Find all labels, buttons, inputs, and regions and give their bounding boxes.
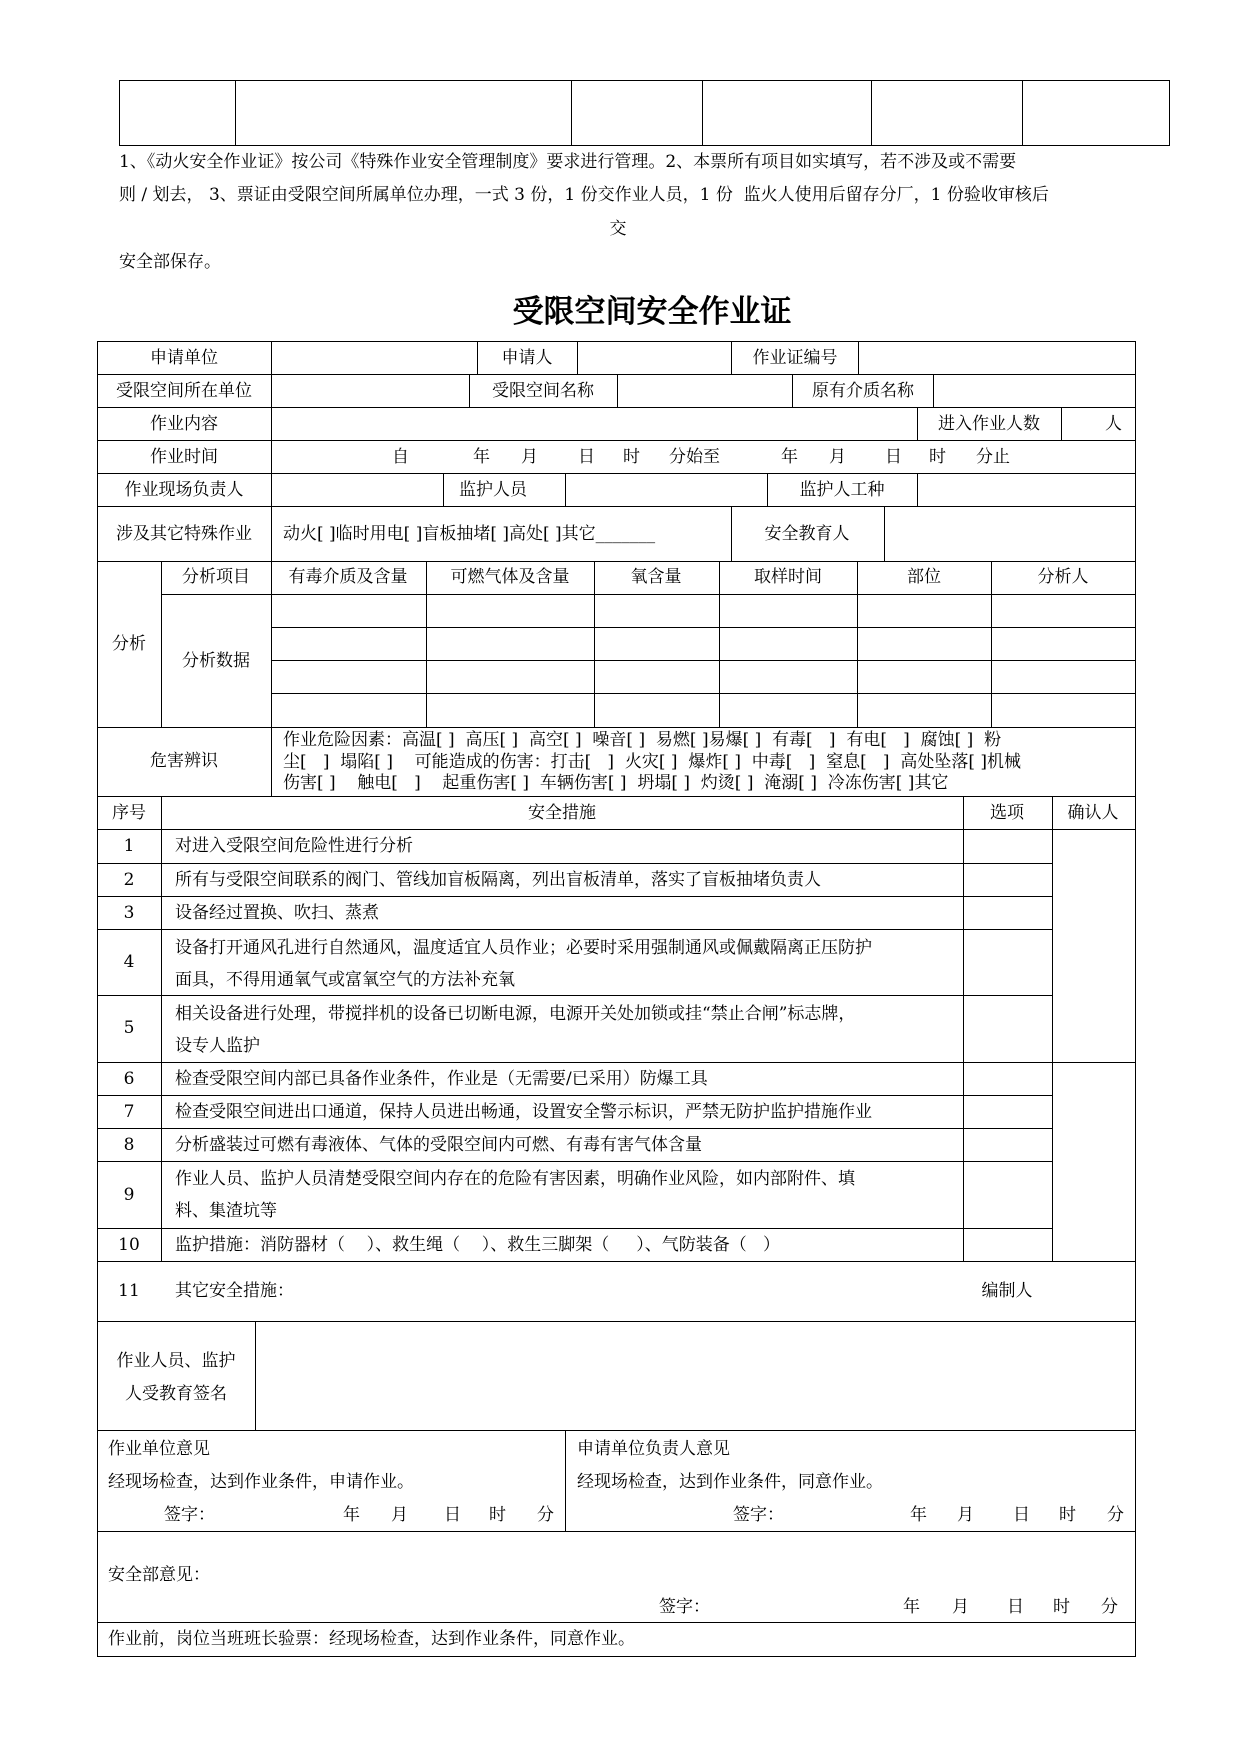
col-line xyxy=(161,796,162,1261)
row-line xyxy=(97,1128,1052,1129)
note-line-3: 交 xyxy=(609,219,627,239)
row-line xyxy=(97,1095,1052,1096)
col-line xyxy=(792,374,793,407)
space-name-field[interactable] xyxy=(618,375,791,406)
row-line xyxy=(97,1261,1136,1262)
label-special-ops: 涉及其它特殊作业 xyxy=(116,524,252,544)
row-line xyxy=(97,440,1136,441)
analysis-col-analyst: 分析人 xyxy=(1037,567,1089,587)
measure-text-cont: 料、集渣坑等 xyxy=(175,1201,277,1221)
label-applicant-leader-opinion: 申请单位负责人意见 xyxy=(577,1439,730,1459)
time-minute-to: 分始至 xyxy=(669,447,720,467)
measure-no: 9 xyxy=(123,1185,135,1205)
col-line xyxy=(767,473,768,506)
label-site-leader: 作业现场负责人 xyxy=(124,480,244,500)
top-table-divider xyxy=(702,80,703,146)
measure-text: 相关设备进行处理，带搅拌机的设备已切断电源，电源开关处加锁或挂“禁止合闸”标志牌， xyxy=(175,1004,856,1024)
option-column[interactable] xyxy=(964,830,1051,1227)
label-work-time: 作业时间 xyxy=(150,447,218,467)
col-line xyxy=(477,341,478,374)
measure-text: 设备打开通风孔进行自然通风，温度适宜人员作业；必要时采用强制通风或佩戴隔离正压防护 xyxy=(175,938,872,958)
analysis-col-flammable: 可燃气体及含量 xyxy=(450,567,570,587)
measure-no: 10 xyxy=(118,1235,140,1255)
medium-name-field[interactable] xyxy=(934,375,1135,406)
label-no: 序号 xyxy=(112,803,146,823)
work-unit-sign-label: 签字： xyxy=(164,1505,215,1525)
col-line xyxy=(469,374,470,407)
applicant-leader-month: 月 xyxy=(957,1505,974,1525)
label-work-content: 作业内容 xyxy=(150,414,218,434)
measure-text: 检查受限空间内部已具备作业条件，作业是（无需要/已采用）防爆工具 xyxy=(175,1069,708,1089)
work-content-field[interactable] xyxy=(272,408,916,439)
measure-no: 11 xyxy=(118,1281,140,1301)
label-compiler: 编制人 xyxy=(981,1281,1033,1301)
measure-text: 作业人员、监护人员清楚受限空间内存在的危险有害因素，明确作业风险，如内部附件、填 xyxy=(175,1169,855,1189)
measure-no: 5 xyxy=(123,1018,135,1038)
measure-no: 6 xyxy=(123,1069,135,1089)
time-minute-end: 分止 xyxy=(976,447,1010,467)
safety-dept-minute: 分 xyxy=(1101,1597,1118,1617)
work-unit-hour: 时 xyxy=(489,1505,506,1525)
measure-text: 所有与受限空间联系的阀门、管线加盲板隔离，列出盲板清单，落实了盲板抽堵负责人 xyxy=(175,870,821,890)
confirmer-column[interactable] xyxy=(1053,830,1135,1260)
measure-text: 对进入受限空间危险性进行分析 xyxy=(175,836,413,856)
permit-no-field[interactable] xyxy=(859,342,1135,373)
work-unit-opinion-text: 经现场检查，达到作业条件，申请作业。 xyxy=(108,1472,414,1492)
row-line xyxy=(97,1622,1136,1623)
time-hour: 时 xyxy=(623,447,640,467)
label-analysis-item: 分析项目 xyxy=(182,567,250,587)
special-ops-checklist[interactable]: 动火[ ]临时用电[ ]盲板抽堵[ ]高处[ ]其它_______ xyxy=(283,524,656,544)
label-monitor-trade: 监护人工种 xyxy=(799,480,885,500)
time-month: 月 xyxy=(521,447,538,467)
measure-text: 监护措施：消防器材（ ）、救生绳（ ）、救生三脚架（ ）、气防装备（ ） xyxy=(175,1235,780,1255)
row-line xyxy=(97,995,1052,996)
note-line-1: 1、《动火安全作业证》按公司《特殊作业安全管理制度》要求进行管理。2、本票所有项目如实填写，若不涉及或不需要 xyxy=(119,152,1017,172)
space-unit-field[interactable] xyxy=(272,375,468,406)
label-permit-no: 作业证编号 xyxy=(752,348,838,368)
row-line xyxy=(97,863,1052,864)
safety-dept-year: 年 xyxy=(903,1597,920,1617)
measure-text: 其它安全措施： xyxy=(175,1281,294,1301)
top-table-divider xyxy=(571,80,572,146)
hazard-line-2[interactable]: 尘[ ] 塌陷[ ] 可能造成的伤害：打击[ ] 火灾[ ] 爆炸[ ] 中毒[ ] 窒息[ ] 高处坠落[ ]机械 xyxy=(283,752,1022,772)
analysis-col-sample-time: 取样时间 xyxy=(754,567,822,587)
row-line xyxy=(97,1430,1136,1431)
note-line-4: 安全部保存。 xyxy=(119,252,221,272)
footer-verification: 作业前，岗位当班班长验票：经现场检查，达到作业条件，同意作业。 xyxy=(108,1629,635,1649)
site-leader-field[interactable] xyxy=(272,474,442,505)
safety-dept-sign-label: 签字： xyxy=(659,1597,710,1617)
label-space-unit: 受限空间所在单位 xyxy=(116,381,252,401)
applicant-leader-sign-label: 签字： xyxy=(733,1505,784,1525)
label-entrants-count: 进入作业人数 xyxy=(938,414,1040,434)
time-from: 自 xyxy=(392,447,409,467)
work-unit-minute: 分 xyxy=(537,1505,554,1525)
hazard-line-3[interactable]: 伤害[ ] 触电[ ] 起重伤害[ ] 车辆伤害[ ] 坍塌[ ] 灼烫[ ] 淹溺[ ] 冷冻伤害[ ]其它 xyxy=(283,773,949,793)
applicant-leader-day: 日 xyxy=(1013,1505,1030,1525)
time-day-end: 日 xyxy=(885,447,902,467)
col-line xyxy=(271,341,272,561)
top-table-divider xyxy=(235,80,236,146)
work-unit-year: 年 xyxy=(343,1505,360,1525)
measure-no: 1 xyxy=(123,836,135,856)
row-line xyxy=(97,796,1136,797)
label-hazard: 危害辨识 xyxy=(150,751,218,771)
label-analysis-data: 分析数据 xyxy=(182,651,250,671)
col-line xyxy=(731,341,732,374)
safety-dept-month: 月 xyxy=(952,1597,969,1617)
safety-dept-day: 日 xyxy=(1007,1597,1024,1617)
col-line xyxy=(443,473,444,506)
page-title: 受限空间安全作业证 xyxy=(512,294,792,330)
measure-text-cont: 设专人监护 xyxy=(175,1036,260,1056)
label-safety-dept-opinion: 安全部意见： xyxy=(108,1565,210,1585)
measure-text: 检查受限空间进出口通道，保持人员进出畅通，设置安全警示标识，严禁无防护监护措施作业 xyxy=(175,1102,872,1122)
time-year: 年 xyxy=(473,447,490,467)
safety-educator-field[interactable] xyxy=(885,507,1135,560)
note-line-2: 则 / 划去， 3、票证由受限空间所属单位办理，一式 3 份，1 份交作业人员，1 份 监火人使用后留存分厂，1 份验收审核后 xyxy=(119,185,1049,205)
row-line xyxy=(97,561,1136,562)
hazard-line-1[interactable]: 作业危险因素：高温[ ] 高压[ ] 高空[ ] 噪音[ ] 易燃[ ]易爆[ ] 有毒[ ] 有电[ ] 腐蚀[ ] 粉 xyxy=(283,730,1002,750)
top-table-divider xyxy=(871,80,872,146)
label-applicant: 申请人 xyxy=(501,348,553,368)
label-safety-measures: 安全措施 xyxy=(528,803,596,823)
analysis-col-oxygen: 氧含量 xyxy=(630,567,682,587)
applicant-leader-minute: 分 xyxy=(1107,1505,1124,1525)
work-unit-month: 月 xyxy=(391,1505,408,1525)
label-analysis: 分析 xyxy=(112,634,146,654)
label-education-sign-cont: 人受教育签名 xyxy=(125,1384,227,1404)
analysis-data-cells[interactable] xyxy=(272,595,1135,726)
row-line xyxy=(97,896,1052,897)
analysis-col-location: 部位 xyxy=(907,567,941,587)
label-confirmer: 确认人 xyxy=(1067,803,1119,823)
safety-dept-hour: 时 xyxy=(1053,1597,1070,1617)
label-safety-educator: 安全教育人 xyxy=(764,524,850,544)
row-line xyxy=(97,1161,1052,1162)
label-education-sign: 作业人员、监护 xyxy=(116,1351,236,1371)
monitor-trade-field[interactable] xyxy=(918,474,1135,505)
label-applicant-unit: 申请单位 xyxy=(150,348,218,368)
col-line xyxy=(731,506,732,561)
top-table xyxy=(119,80,1170,146)
row-line xyxy=(97,1531,1136,1532)
measure-text-cont: 面具，不得用通氧气或富氧空气的方法补充氧 xyxy=(175,970,515,990)
applicant-leader-year: 年 xyxy=(910,1505,927,1525)
col-line xyxy=(161,561,162,727)
top-table-divider xyxy=(1022,80,1023,146)
col-line xyxy=(271,727,272,796)
label-option: 选项 xyxy=(990,803,1024,823)
applicant-field[interactable] xyxy=(578,342,730,373)
label-monitor: 监护人员 xyxy=(459,480,527,500)
measure-no: 7 xyxy=(123,1102,135,1122)
measure-no: 3 xyxy=(123,903,135,923)
monitor-field[interactable] xyxy=(566,474,766,505)
time-hour-end: 时 xyxy=(929,447,946,467)
applicant-leader-opinion-text: 经现场检查，达到作业条件，同意作业。 xyxy=(577,1472,883,1492)
time-year-end: 年 xyxy=(781,447,798,467)
measure-no: 2 xyxy=(123,870,135,890)
col-line xyxy=(565,1430,566,1531)
education-sign-field[interactable] xyxy=(256,1322,1135,1429)
row-line xyxy=(97,1228,1052,1229)
label-space-name: 受限空间名称 xyxy=(492,381,594,401)
work-unit-day: 日 xyxy=(444,1505,461,1525)
analysis-col-toxic: 有毒介质及含量 xyxy=(288,567,408,587)
measure-no: 4 xyxy=(123,952,135,972)
label-medium-name: 原有介质名称 xyxy=(812,381,914,401)
measure-text: 分析盛装过可燃有毒液体、气体的受限空间内可燃、有毒有害气体含量 xyxy=(175,1135,702,1155)
time-day: 日 xyxy=(578,447,595,467)
applicant-leader-hour: 时 xyxy=(1059,1505,1076,1525)
label-person-unit: 人 xyxy=(1105,414,1122,434)
row-line xyxy=(97,929,1052,930)
applicant-unit-field[interactable] xyxy=(272,342,476,373)
row-line xyxy=(97,727,1136,728)
col-line xyxy=(917,407,918,440)
time-month-end: 月 xyxy=(829,447,846,467)
measure-text: 设备经过置换、吹扫、蒸煮 xyxy=(175,903,379,923)
label-work-unit-opinion: 作业单位意见 xyxy=(108,1439,210,1459)
measure-no: 8 xyxy=(123,1135,135,1155)
